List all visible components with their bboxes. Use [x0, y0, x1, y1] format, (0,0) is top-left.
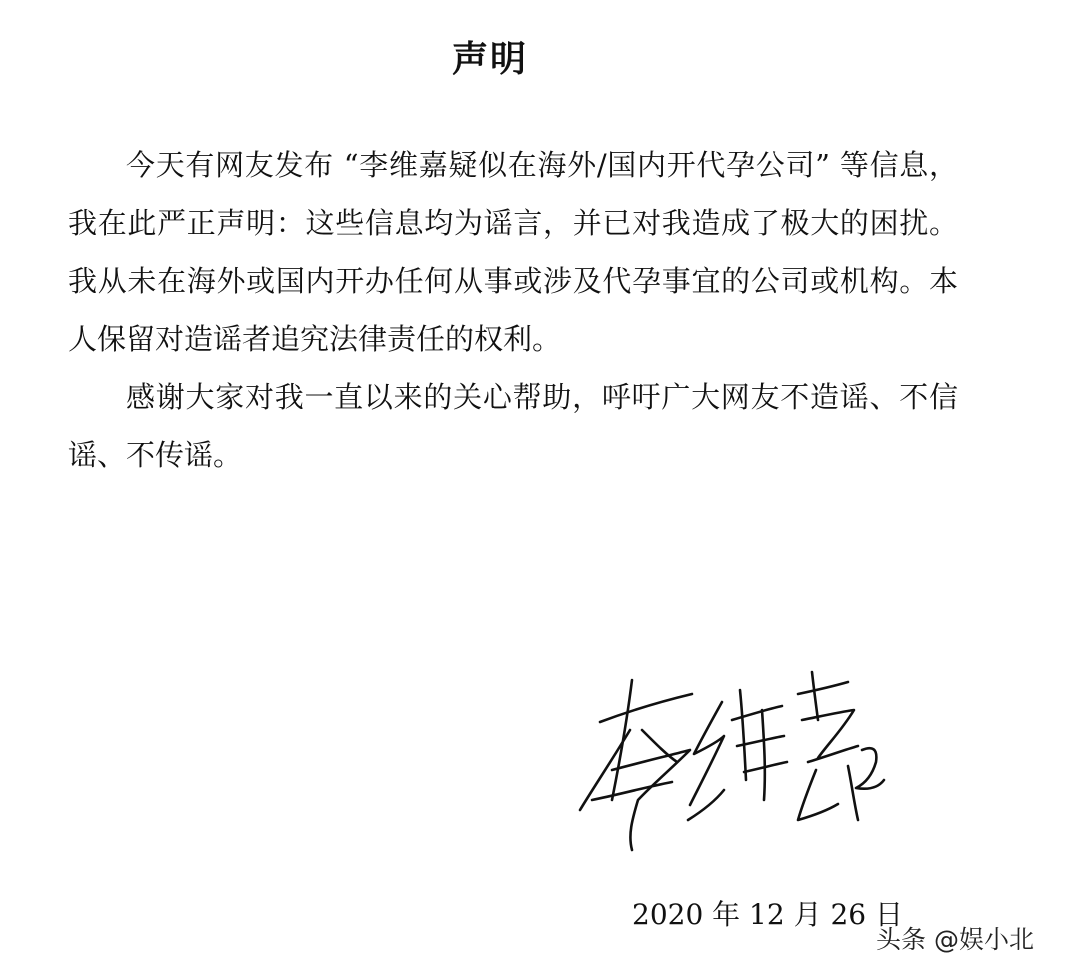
- source-watermark: 头条 @娱小北: [876, 925, 1034, 954]
- handwritten-signature: [572, 650, 892, 860]
- statement-body: [68, 136, 958, 484]
- statement-paragraph-2: 感谢大家对我一直以来的关心帮助，呼吁广大网友不造谣、不信谣、不传谣。: [68, 380, 958, 472]
- statement-paragraph-1: 今天有网友发布 “李维嘉疑似在海外/国内开代孕公司” 等信息，我在此严正声明：这些信息均为谣言，并已对我造成了极大的困扰。我从未在海外或国内开办任何从事或涉及代孕事宜的公司或机构。本人保留对造谣者追究法律责任的权利。: [68, 148, 958, 356]
- statement-date: 2020 年 12 月 26 日: [632, 898, 904, 931]
- statement-title: 声明: [451, 39, 528, 80]
